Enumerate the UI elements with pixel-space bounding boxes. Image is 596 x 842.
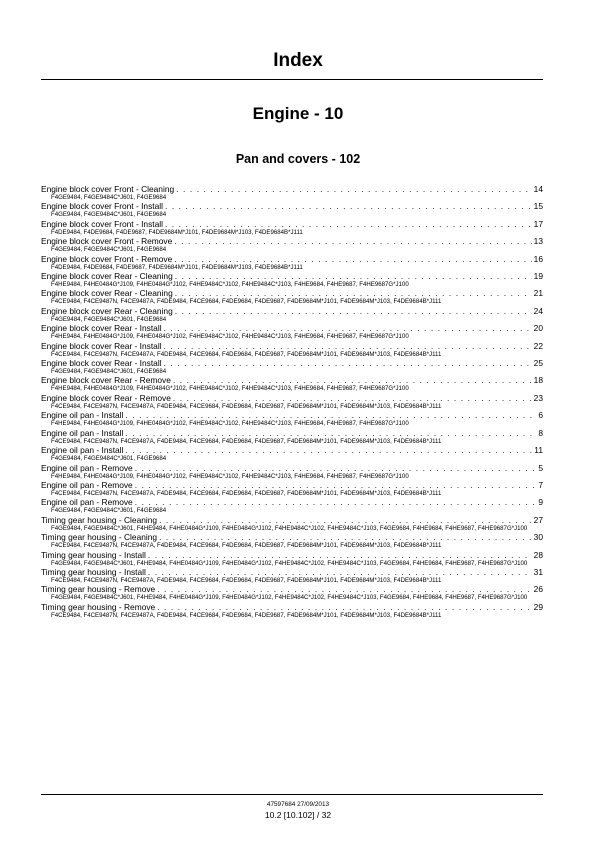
index-entry[interactable] [41, 463, 543, 480]
index-entry-title[interactable]: Engine oil pan - Install [41, 410, 124, 421]
dot-leader [125, 428, 536, 438]
index-entry[interactable] [41, 375, 543, 392]
dot-leader [174, 236, 531, 246]
index-entry[interactable] [41, 341, 543, 358]
index-entry-page-number[interactable]: 15 [533, 201, 543, 212]
index-entry[interactable] [41, 219, 543, 236]
index-entry-page-number[interactable]: 11 [534, 445, 543, 456]
index-entry-title[interactable]: Timing gear housing - Cleaning [41, 532, 158, 543]
index-entry-models: F4GE9484, F4GE9484C*J601, F4HE9484, F4HE0484G*J109, F4HE0484G*J102, F4HE9484C*J102, F4HE9484C*J103, F4GE9684, F4HE9684, F4HE9687, F4HE9687G*J100 [51, 559, 528, 567]
dot-leader [175, 271, 532, 281]
index-entry[interactable] [41, 550, 543, 567]
index-entry-models: F4GE9484, F4GE9484C*J601, F4GE9684 [51, 368, 167, 376]
index-entry-models: F4GE9484, F4GE9484C*J601, F4GE9684 [51, 455, 167, 463]
index-entry-line [41, 201, 543, 211]
index-entry-title[interactable]: Engine block cover Front - Cleaning [41, 184, 175, 194]
index-entry-title[interactable]: Engine oil pan - Install [41, 427, 124, 438]
index-entry-title[interactable]: Timing gear housing - Install [41, 549, 146, 560]
index-entry-page-number[interactable]: 30 [533, 532, 543, 543]
index-entry-title[interactable]: Timing gear housing - Remove [41, 584, 156, 595]
index-entry[interactable] [41, 497, 543, 514]
index-entry-models: F4GE9484, F4GE9484C*J601, F4GE9684 [51, 246, 167, 254]
index-entry[interactable] [41, 567, 543, 584]
index-entry-page-number[interactable]: 8 [538, 427, 543, 438]
dot-leader [159, 532, 532, 542]
index-entry-models: F4CE9484, F4CE9487N, F4CE9487A, F4DE9484, F4CE9684, F4DE9684, F4DE9687, F4DE9684M*J101, F4DE9684M*J103, F4DE9684B*J111 [51, 542, 442, 550]
index-entry[interactable] [41, 480, 543, 497]
index-entry-page-number[interactable]: 23 [533, 392, 543, 403]
index-entry-page-number[interactable]: 5 [538, 462, 543, 473]
index-entry-models: F4CE9484, F4CE9487N, F4CE9487A, F4DE9484, F4CE9684, F4DE9684, F4DE9687, F4DE9684M*J101, F4DE9684M*J103, F4DE9684B*J111 [51, 576, 442, 584]
index-entry-page-number[interactable]: 21 [533, 288, 543, 299]
index-entry-title[interactable]: Engine block cover Front - Install [41, 201, 163, 212]
index-entry-title[interactable]: Engine block cover Rear - Install [41, 340, 162, 351]
index-entry-page-number[interactable]: 25 [533, 358, 543, 369]
index-entry-page-number[interactable]: 18 [533, 375, 543, 386]
index-entry-title[interactable]: Engine block cover Rear - Install [41, 323, 162, 334]
dot-leader [164, 323, 532, 333]
index-entry-page-number[interactable]: 22 [533, 340, 543, 351]
index-entry-title[interactable]: Engine block cover Front - Remove [41, 253, 173, 264]
index-entry-page-number[interactable]: 31 [533, 566, 543, 577]
dot-leader [148, 567, 532, 577]
index-entry-line [41, 584, 543, 594]
index-entry-page-number[interactable]: 9 [538, 497, 543, 508]
index-entry-page-number[interactable]: 16 [533, 253, 543, 264]
index-entry-title[interactable]: Engine oil pan - Install [41, 445, 124, 456]
dot-leader [164, 341, 532, 351]
index-entry-line [41, 480, 543, 490]
dot-leader [164, 358, 532, 368]
index-entry-models: F4CE9484, F4CE9487N, F4CE9487A, F4DE9484, F4CE9684, F4DE9684, F4DE9687, F4DE9684M*J101, F4DE9684M*J103, F4DE9684B*J111 [51, 437, 442, 445]
dot-leader [125, 410, 536, 420]
index-entry-models: F4CE9484, F4CE9487N, F4CE9487A, F4DE9484, F4CE9684, F4DE9684, F4DE9687, F4DE9684M*J101, F4DE9684M*J103, F4DE9684B*J111 [51, 350, 442, 358]
index-entry-models: F4GE9484, F4GE9484C*J601, F4HE9484, F4HE0484G*J109, F4HE0484G*J102, F4HE9484C*J102, F4HE9484C*J103, F4GE9684, F4HE9684, F4HE9687, F4HE9687G*J100 [51, 594, 528, 602]
index-entry-line [41, 288, 543, 298]
index-entry-models: F4GE9484, F4GE9484C*J601, F4GE9684 [51, 194, 167, 201]
index-entry[interactable] [41, 445, 543, 462]
index-entry[interactable] [41, 428, 543, 445]
index-entry-line [41, 236, 543, 246]
index-entries [41, 184, 543, 619]
dot-leader [157, 602, 531, 612]
dot-leader [174, 254, 531, 264]
index-entry-models: F4CE9484, F4CE9487N, F4CE9487A, F4DE9484, F4CE9684, F4DE9684, F4DE9687, F4DE9684M*J101, F4DE9684M*J103, F4DE9684B*J111 [51, 489, 442, 497]
top-divider [41, 79, 543, 80]
index-entry-line [41, 219, 543, 229]
section-title: Engine - 10 [252, 104, 344, 123]
index-entry[interactable] [41, 410, 543, 427]
index-entry-models: F4CE9484, F4CE9487N, F4CE9487A, F4DE9484, F4CE9684, F4DE9684, F4DE9687, F4DE9684M*J101, F4DE9684M*J103, F4DE9684B*J111 [51, 402, 442, 410]
index-entry-title[interactable]: Engine oil pan - Remove [41, 462, 133, 473]
index-entry-title[interactable]: Engine oil pan - Remove [41, 497, 133, 508]
index-entry-title[interactable]: Engine block cover Rear - Cleaning [41, 288, 173, 299]
dot-leader [157, 584, 531, 594]
index-entry[interactable] [41, 236, 543, 253]
index-entry-line [41, 497, 543, 507]
index-entry-line [41, 602, 543, 612]
bottom-divider [41, 794, 543, 795]
index-entry[interactable] [41, 254, 543, 271]
index-entry[interactable] [41, 184, 543, 201]
index-entry-line [41, 271, 543, 281]
index-entry[interactable] [41, 584, 543, 601]
index-entry-models: F4GE9484, F4GE9484C*J601, F4GE9684 [51, 211, 167, 219]
index-entry-page-number[interactable]: 6 [538, 410, 543, 421]
index-entry-title[interactable]: Timing gear housing - Cleaning [41, 514, 158, 525]
index-entry[interactable] [41, 201, 543, 218]
index-entry[interactable] [41, 393, 543, 410]
footer-page-reference: 10.2 [10.102] / 32 [264, 810, 332, 820]
index-entry-title[interactable]: Timing gear housing - Remove [41, 601, 156, 612]
index-entry-title[interactable]: Engine oil pan - Remove [41, 479, 133, 490]
index-entry-page-number[interactable]: 19 [533, 271, 543, 282]
index-entry[interactable] [41, 358, 543, 375]
index-entry-models: F4GE9484, F4GE9484C*J601, F4HE9484, F4HE0484G*J109, F4HE0484G*J102, F4HE9484C*J102, F4HE9484C*J103, F4GE9684, F4HE9684, F4HE9687, F4HE9687G*J100 [51, 524, 528, 532]
dot-leader [135, 497, 537, 507]
index-entry-page-number[interactable]: 13 [533, 236, 543, 247]
index-entry-line [41, 410, 543, 420]
index-entry-line [41, 532, 543, 542]
index-entry-line [41, 550, 543, 560]
index-entry-title[interactable]: Engine block cover Rear - Remove [41, 375, 171, 386]
index-entry-page-number[interactable]: 26 [533, 584, 543, 595]
index-entry-title[interactable]: Engine block cover Front - Remove [41, 236, 173, 247]
index-entry-models: F4HE9484, F4HE0484G*J109, F4HE0484G*J102, F4HE9484C*J102, F4HE9484C*J103, F4HE9684, F4HE9687, F4HE9687G*J100 [51, 385, 409, 393]
dot-leader [173, 393, 532, 403]
index-entry-title[interactable]: Engine block cover Rear - Remove [41, 392, 171, 403]
index-entry-title[interactable]: Engine block cover Rear - Cleaning [41, 305, 173, 316]
index-entry-models: F4GE9484, F4GE9484C*J601, F4GE9684 [51, 315, 167, 323]
page-title: Index [273, 50, 323, 71]
index-entry[interactable] [41, 323, 543, 340]
index-entry-title[interactable]: Engine block cover Rear - Cleaning [41, 271, 173, 282]
dot-leader [165, 201, 532, 211]
dot-leader [135, 463, 537, 473]
index-entry[interactable] [41, 532, 543, 549]
index-entry-line [41, 184, 543, 194]
index-entry-line [41, 393, 543, 403]
index-entry-models: F4CE9484, F4CE9487N, F4CE9487A, F4DE9484, F4CE9684, F4DE9684, F4DE9687, F4DE9684M*J101, F4DE9684M*J103, F4DE9684B*J111 [51, 611, 442, 619]
index-entry-page-number[interactable]: 17 [533, 218, 543, 229]
index-entry[interactable] [41, 306, 543, 323]
subsection-title: Pan and covers - 102 [235, 152, 361, 166]
index-entry-title[interactable]: Engine block cover Rear - Install [41, 358, 162, 369]
index-entry-line [41, 445, 543, 455]
index-entry-title[interactable]: Timing gear housing - Install [41, 566, 146, 577]
dot-leader [148, 550, 532, 560]
index-entry-page-number[interactable]: 20 [533, 323, 543, 334]
index-entry-line [41, 254, 543, 264]
index-entry-page-number[interactable]: 29 [533, 601, 543, 612]
index-entry-page-number[interactable]: 28 [533, 549, 543, 560]
index-entry-models: F4HE9484, F4HE0484G*J109, F4HE0484G*J102, F4HE9484C*J102, F4HE9484C*J103, F4HE9684, F4HE9687, F4HE9687G*J100 [51, 472, 409, 480]
index-entry-line [41, 463, 543, 473]
dot-leader [173, 375, 532, 385]
index-entry-line [41, 375, 543, 385]
index-entry-line [41, 306, 543, 316]
index-entry-models: F4HE9484, F4HE0484G*J109, F4HE0484G*J102, F4HE9484C*J102, F4HE9484C*J103, F4HE9684, F4HE9687, F4HE9687G*J100 [51, 420, 409, 428]
index-entry-models: F4GE9484, F4GE9484C*J601, F4GE9684 [51, 507, 167, 515]
index-entry-line [41, 323, 543, 333]
index-entry-models: F4HE9484, F4HE0484G*J109, F4HE0484G*J102, F4HE9484C*J102, F4HE9484C*J103, F4HE9684, F4HE9687, F4HE9687G*J100 [51, 281, 409, 289]
dot-leader [175, 306, 532, 316]
index-entry-line [41, 567, 543, 577]
index-entry-models: F4DE9484, F4DE9684, F4DE9687, F4DE9684M*J101, F4DE9684M*J103, F4DE9684B*J111 [51, 263, 303, 271]
index-entry-line [41, 428, 543, 438]
index-entry-models: F4CE9484, F4CE9487N, F4CE9487A, F4DE9484, F4CE9684, F4DE9684, F4DE9687, F4DE9684M*J101, F4DE9684M*J103, F4DE9684B*J111 [51, 298, 442, 306]
index-entry[interactable] [41, 288, 543, 305]
dot-leader [176, 184, 532, 194]
dot-leader [135, 480, 537, 490]
index-entry-line [41, 515, 543, 525]
index-entry-page-number[interactable]: 27 [533, 514, 543, 525]
index-entry[interactable] [41, 271, 543, 288]
dot-leader [125, 445, 532, 455]
index-entry-page-number[interactable]: 24 [533, 305, 543, 316]
index-entry-page-number[interactable]: 14 [533, 184, 543, 194]
index-entry-title[interactable]: Engine block cover Front - Install [41, 218, 163, 229]
dot-leader [175, 288, 532, 298]
index-entry-line [41, 358, 543, 368]
index-entry-line [41, 341, 543, 351]
index-entry[interactable] [41, 515, 543, 532]
index-entry[interactable] [41, 602, 543, 619]
dot-leader [159, 515, 532, 525]
index-entry-models: F4HE9484, F4HE0484G*J109, F4HE0484G*J102, F4HE9484C*J102, F4HE9484C*J103, F4HE9684, F4HE9687, F4HE9687G*J100 [51, 333, 409, 341]
index-entry-page-number[interactable]: 7 [538, 479, 543, 490]
index-entry-models: F4DE9484, F4DE9684, F4DE9687, F4DE9684M*J101, F4DE9684M*J103, F4DE9684B*J111 [51, 228, 303, 236]
dot-leader [165, 219, 532, 229]
footer-document-reference: 47597684 27/09/2013 [266, 801, 330, 808]
